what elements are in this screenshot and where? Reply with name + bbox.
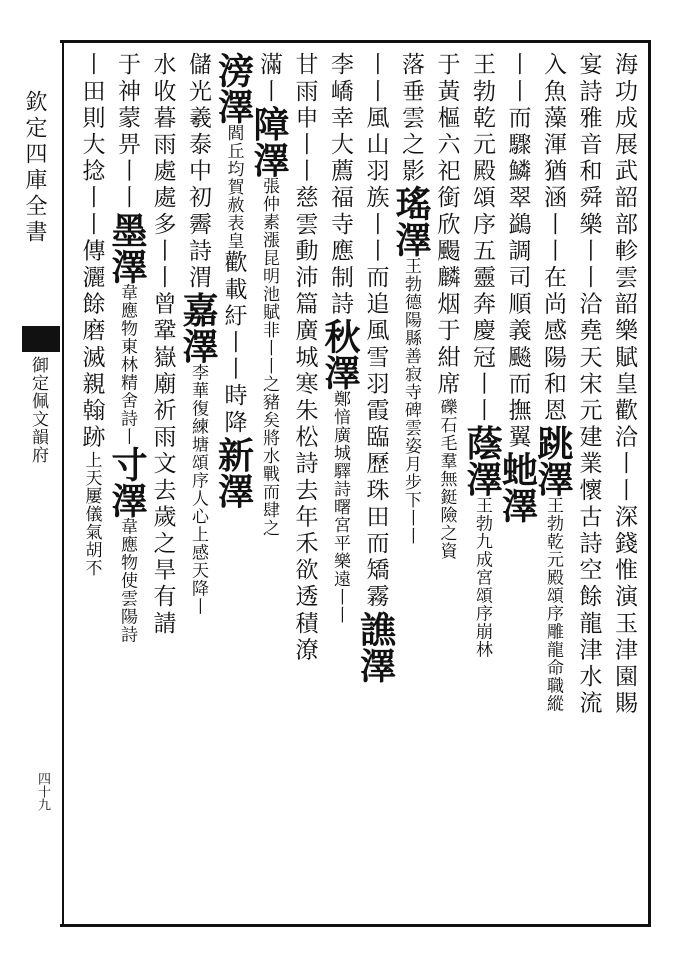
entry-headword: 墨澤 [106,211,148,284]
citation-text: 王勃德陽縣善寂寺碑雲姿月步下丨丨 [401,257,421,545]
body-text: 李嶠幸大薦福寺應制詩 [327,52,353,318]
margin-book-title: 御定佩文韻府 [28,356,48,464]
entry-headword: 瑤澤 [390,185,432,257]
text-column [289,52,321,918]
body-text: 丨田則大捻丨丨傳灑餘磨滅親翰跡 [78,52,105,451]
margin-collection-title: 欽定四庫全書 [22,90,47,246]
citation-text: 王勃乾元殿頌序雕龍命職縱 [543,496,563,713]
body-text: 入魚藻渾猶涵丨丨在尚感陽和恩 [540,52,566,425]
body-text: 丨丨風山羽族丨丨而追風雪羽霞臨歷珠田而矯霧 [362,52,389,611]
body-text: 甘雨申丨丨慈雲動沛篇廣城寒朱松詩去年禾欲透積潦 [291,52,318,664]
citation-text: 張仲素漲昆明池賦非丨丨之豬矣將水戰而肆之 [259,177,279,538]
citation-text: 韋應物使雲陽詩 [117,517,137,644]
entry-headword: 新澤 [212,436,255,509]
text-column [177,52,219,918]
text-column [496,52,539,918]
body-text: 于黃樞六祀銜欣颺麟烟于紺席 [433,52,460,398]
text-column [319,52,361,918]
entry-headword: 蔭澤 [461,424,503,497]
text-column [390,52,432,918]
body-text: 滿丨 [256,52,282,106]
citation-text: 王勃九成宮頌序崩林 [472,496,492,659]
text-column [608,52,640,918]
body-text: 宴詩雅音和舜樂丨丨洽堯天宋元建業懷古詩空餘龍津水流 [575,52,602,717]
citation-text: 鄭愔廣城驛詩曙宮平樂遠丨丨 [330,390,350,624]
citation-text: 韋應物東林精舍詩丨 [117,283,137,446]
text-column [147,52,179,918]
frame-left-rule [62,40,64,927]
text-column [573,52,605,918]
citation-text: 上天屢儀氣胡不 [81,451,102,577]
entry-headword: 障澤 [248,105,290,178]
entry-headword: 嘉澤 [177,291,219,364]
entry-headword: 虵澤 [496,451,539,523]
entry-headword: 跳澤 [532,424,574,497]
citation-text: 礫石毛羣無鋌險之資 [436,397,457,560]
margin-page-number: 四十九 [35,772,50,811]
text-column [76,52,108,918]
body-text: 水收暮雨處處多丨丨曾鞏嶽廟祈雨文去歲之旱有請 [149,52,176,638]
text-column [354,52,397,918]
entry-headword: 寸澤 [106,445,148,518]
entry-headword: 譙澤 [354,610,397,683]
margin-strip [0,40,60,927]
entry-headword: 滂澤 [212,52,255,124]
text-column [461,52,503,918]
body-text: 儲光羲泰中初霽詩渭 [185,52,211,292]
citation-text: 閻丘均賀赦表皇 [223,124,244,250]
body-text: 落垂雲之影 [398,52,424,185]
frame-bottom-rule [60,924,650,927]
frame-top-rule [60,40,650,43]
body-text: 于神蒙畀丨丨 [114,52,140,212]
text-column [212,52,255,918]
text-column [431,52,463,918]
body-text: 王勃乾元殿頌序五靈奔慶冠丨丨 [469,52,495,425]
body-text: 丨丨而驟鱗翠鷁調司順義飈而撫翼 [504,52,531,451]
body-text: 海功成展武韶部軫雲韶樂賦皇歡洽丨丨深錢惟演玉津園賜 [611,52,637,717]
text-column [532,52,574,918]
frame-right-rule [648,40,651,927]
fish-tail-mark [22,326,60,352]
citation-text: 李華復練塘頌序人心上感天降丨 [188,363,208,616]
body-text: 歡載紆丨丨時降 [220,250,247,437]
entry-headword: 秋澤 [319,318,361,390]
text-column [248,52,290,918]
text-column [106,52,148,918]
